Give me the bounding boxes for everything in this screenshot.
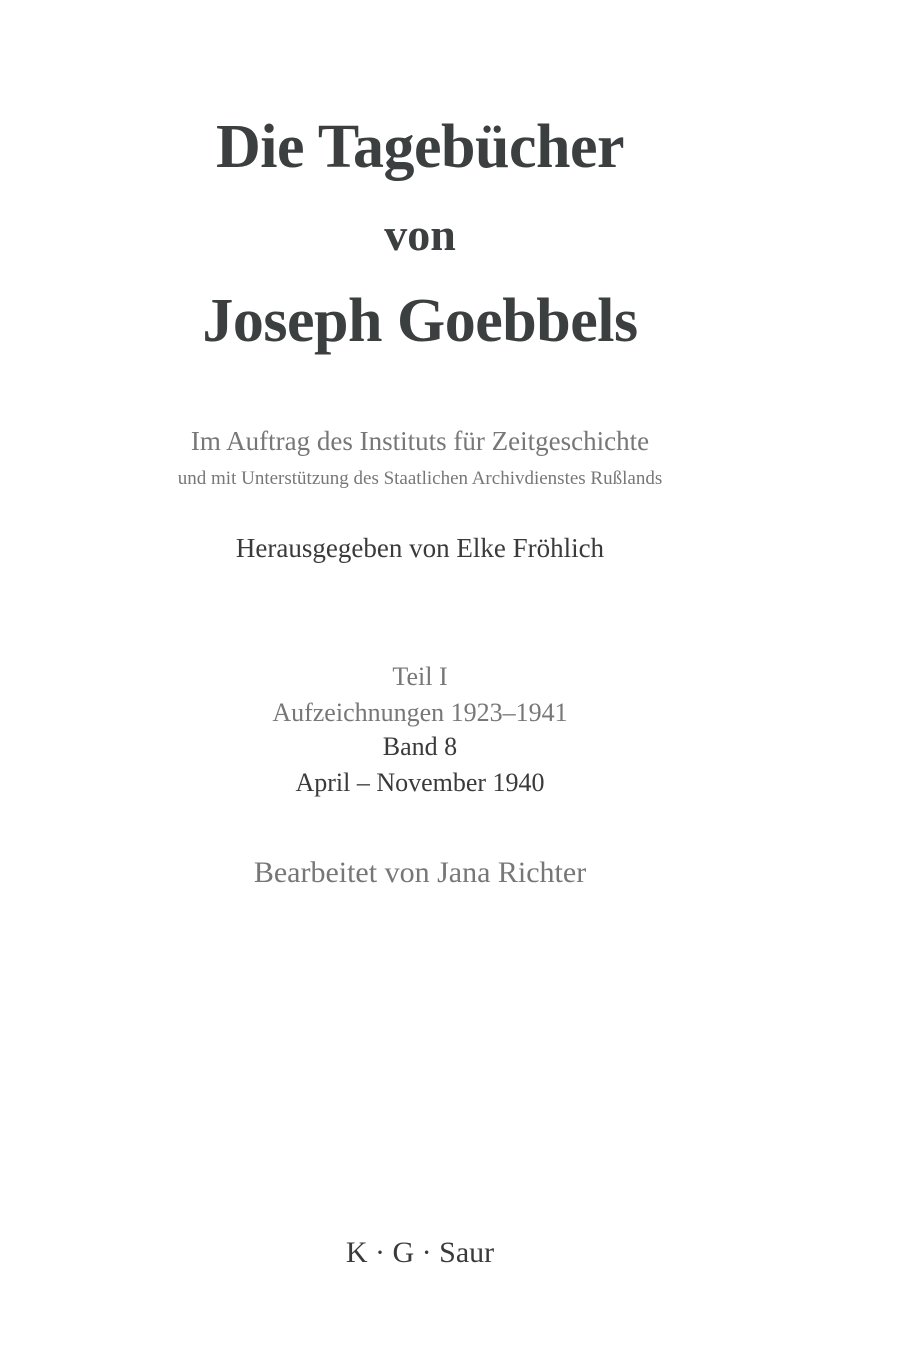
subtitle-line-2: und mit Unterstützung des Staatlichen Archivdienstes Rußlands	[177, 468, 663, 489]
title-line-2: von	[384, 209, 456, 260]
editor-line: Herausgegeben von Elke Fröhlich	[235, 533, 605, 563]
arranger-line: Bearbeitet von Jana Richter	[253, 856, 587, 889]
volume-part: Teil I	[392, 662, 448, 691]
publisher-imprint: K · G · Saur	[345, 1236, 495, 1269]
title-line-3: Joseph Goebbels	[202, 287, 638, 355]
title-line-1: Die Tagebücher	[215, 113, 625, 181]
volume-period: April – November 1940	[295, 768, 545, 797]
subtitle-line-1: Im Auftrag des Instituts für Zeitgeschichte	[190, 426, 650, 456]
volume-band: Band 8	[382, 732, 458, 761]
volume-records: Aufzeichnungen 1923–1941	[272, 698, 568, 727]
